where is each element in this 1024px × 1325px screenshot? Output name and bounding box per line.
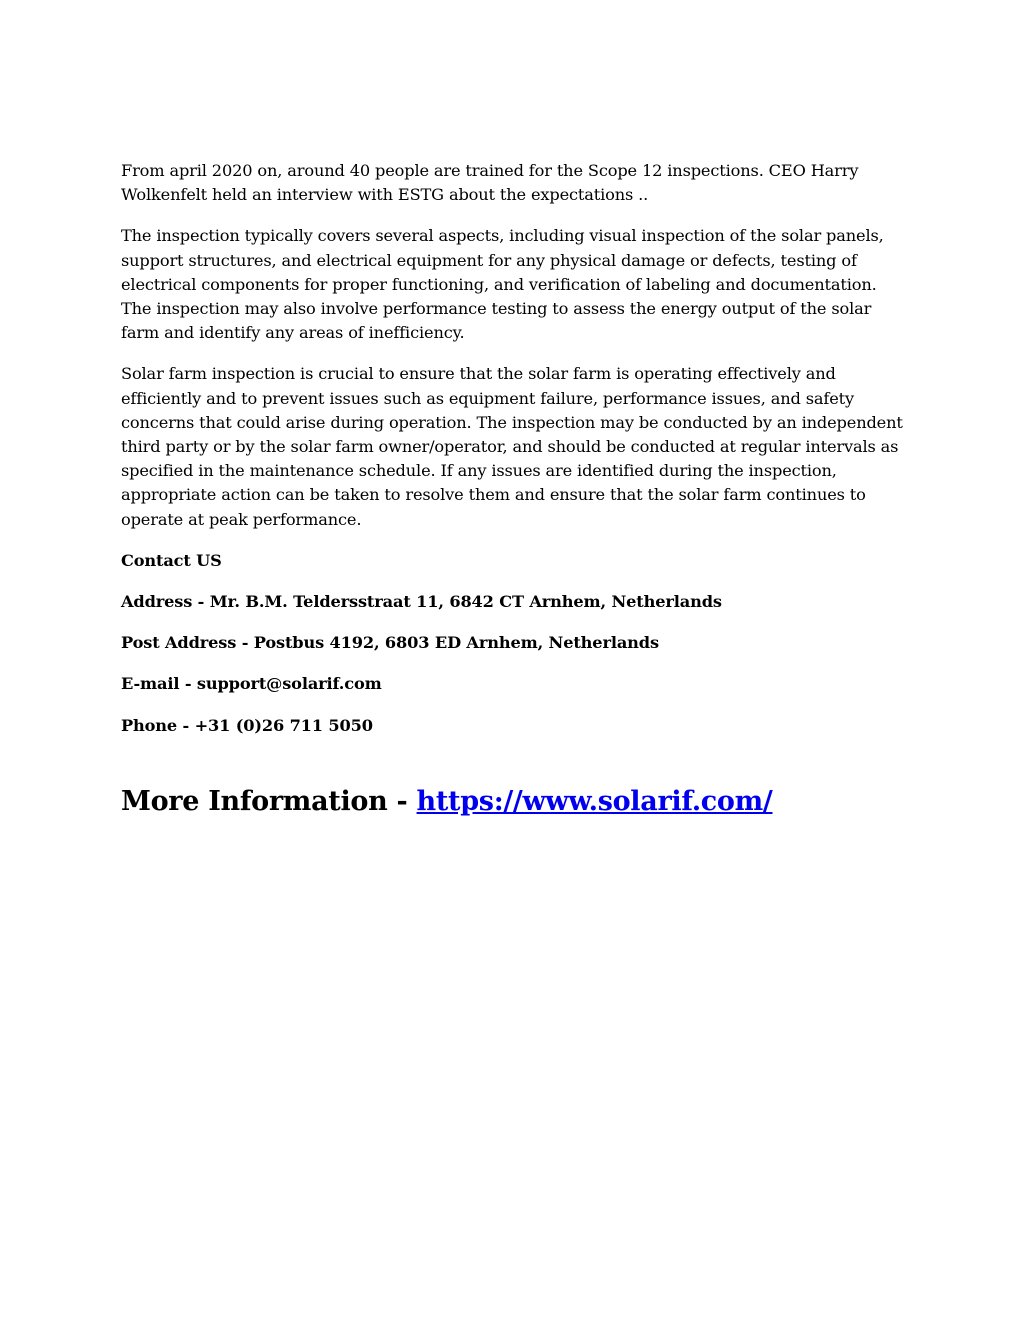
contact-post-address: Post Address - Postbus 4192, 6803 ED Arnhem, Netherlands — [121, 633, 659, 653]
contact-phone: Phone - +31 (0)26 711 5050 — [121, 715, 373, 735]
website-link[interactable]: https://www.solarif.com/ — [416, 785, 773, 817]
intro-paragraph: From april 2020 on, around 40 people are trained for the Scope 12 inspections. CEO Harry Wolkenfelt held an interview with ESTG about the expectations .. — [121, 161, 859, 205]
more-information — [121, 785, 911, 819]
contact-heading: Contact US — [121, 550, 222, 570]
document-page — [121, 159, 911, 819]
contact-email: E-mail - support@solarif.com — [121, 674, 382, 694]
inspection-importance-paragraph: Solar farm inspection is crucial to ensure that the solar farm is operating effectively and efficiently and to prevent issues such as equipment failure, performance issues, and safety concerns that could arise during operation. The inspection may be conducted by an independent third party or by the solar farm owner/operator, and should be conducted at regular intervals as specified in the maintenance schedule. If any issues are identified during the inspection, appropriate action can be taken to resolve them and ensure that the solar farm continues to operate at peak performance. — [121, 364, 903, 529]
more-information-label: More Information - — [121, 785, 417, 817]
contact-address: Address - Mr. B.M. Teldersstraat 11, 6842 CT Arnhem, Netherlands — [121, 592, 722, 612]
inspection-scope-paragraph: The inspection typically covers several aspects, including visual inspection of the solar panels, support structures, and electrical equipment for any physical damage or defects, testing of electrical components for proper functioning, and verification of labeling and documentation. The inspection may also involve performance testing to assess the energy output of the solar farm and identify any areas of inefficiency. — [121, 226, 884, 343]
